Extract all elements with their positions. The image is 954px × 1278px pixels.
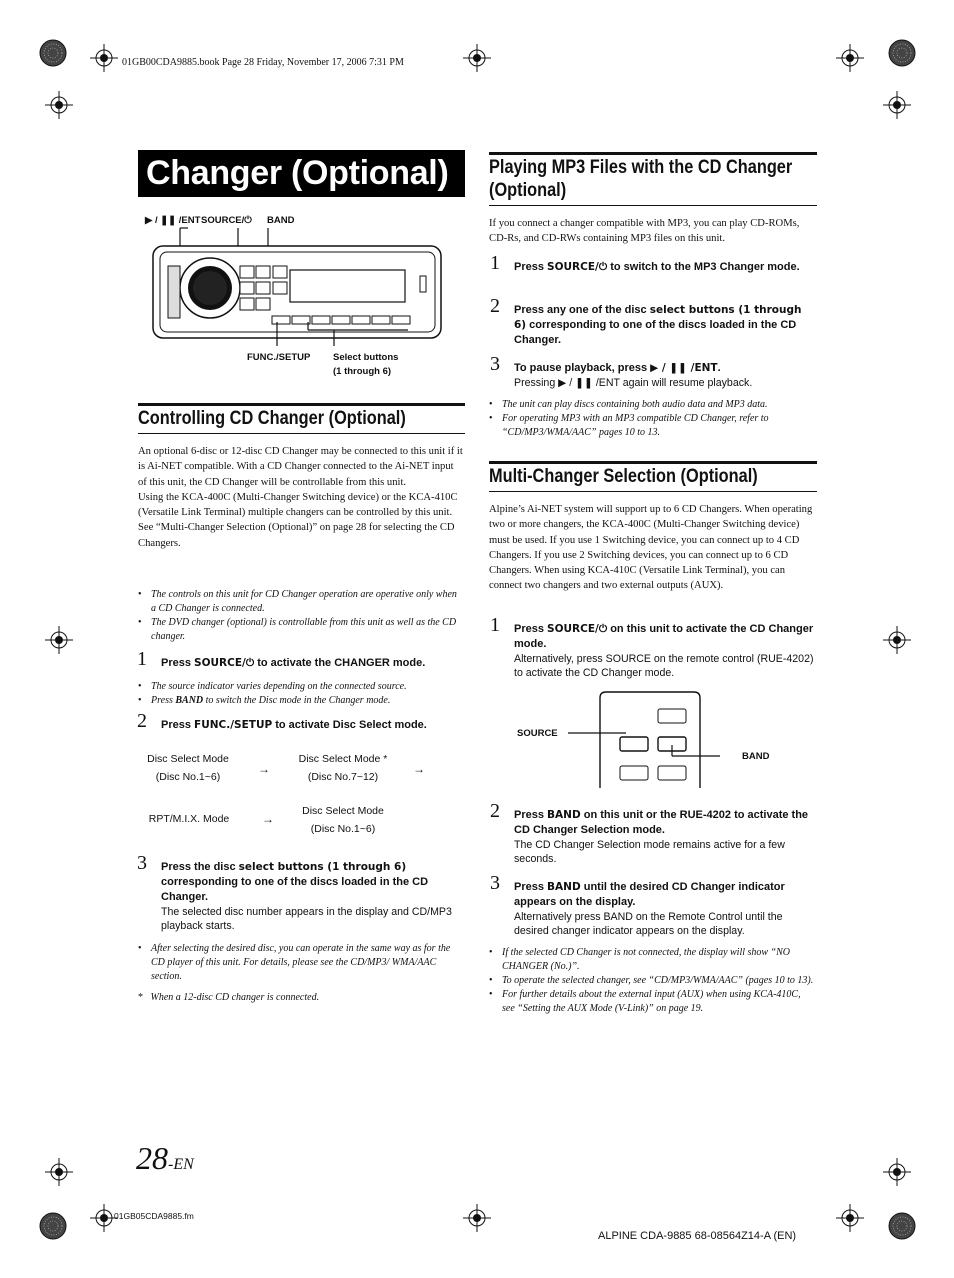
flow-arrow: → (413, 762, 425, 776)
source-power-key: SOURCE/⏻ (194, 657, 255, 669)
step1-notes (138, 680, 463, 708)
step-number: 1 (490, 252, 500, 274)
mp3-step-3: 3 To pause playback, press ▶ / ❚❚ /ENT. Pressing ▶ / ❚❚ /ENT again will resume playback. (514, 361, 817, 390)
controlling-step-1: 1 Press SOURCE/⏻ to activate the CHANGER mode. (137, 648, 426, 670)
note-item: • For operating MP3 with an MP3 compatible CD Changer, refer to “CD/MP3/WMA/AAC” pages 10 to 13. (502, 412, 815, 440)
label-select-range: (1 through 6) (333, 366, 392, 377)
heading-controlling: Controlling CD Changer (Optional) (138, 403, 465, 434)
crop-cross-icon (45, 1158, 73, 1186)
step-number: 1 (490, 614, 500, 636)
note-item: • For further details about the external input (AUX) when using KCA-410C, see “Setting the AUX Mode (V-Link)” on page 19. (502, 988, 815, 1016)
crop-cross-icon (883, 1158, 911, 1186)
page-title: Changer (Optional) (146, 154, 449, 192)
crop-cross-icon (45, 626, 73, 654)
remote-control-diagram (560, 690, 720, 790)
step-detail: Alternatively press BAND on the Remote Control until the desired changer indicator appears on the display. (514, 911, 783, 937)
step-number: 3 (137, 852, 147, 874)
note-item: • If the selected CD Changer is not connected, the display will show “NO CHANGER (No.)”. (502, 946, 815, 974)
crop-cross-icon (836, 44, 864, 72)
mp3-intro: If you connect a changer compatible with MP3, you can play CD-ROMs, CD-Rs, and CD-RWs containing MP3 files on this unit. (489, 218, 800, 245)
footnote: * When a 12-disc CD changer is connected. (138, 992, 320, 1003)
label-func-setup: FUNC./SETUP (247, 352, 311, 363)
label-band: BAND (267, 215, 295, 226)
footer-model: ALPINE CDA-9885 68-08564Z14-A (EN) (598, 1230, 797, 1242)
footer-file: 01GB05CDA9885.fm (114, 1211, 194, 1221)
step-number: 3 (490, 353, 500, 375)
crop-cross-icon (463, 44, 491, 72)
crop-cross-icon (883, 626, 911, 654)
play-pause-key: ▶ / ❚❚ /ENT (650, 362, 718, 374)
heading-mp3: Playing MP3 Files with the CD Changer (Optional) (489, 152, 817, 206)
note-item: • After selecting the desired disc, you can operate in the same way as for the CD player of this unit. For details, please see the CD/MP3/ WMA/AAC section. (151, 942, 463, 984)
source-power-key: SOURCE/⏻ (547, 623, 608, 635)
paragraph: Using the KCA-400C (Multi-Changer Switching device) or the KCA-410C (Versatile Link Terminal) multiple changers can be controlled by this unit. (138, 491, 458, 519)
file-info: 01GB00CDA9885.book Page 28 Friday, November 17, 2006 7:31 PM (122, 57, 404, 68)
paragraph: An optional 6-disc or 12-disc CD Changer may be connected to this unit if it is Ai-NET compatible. With a CD Changer connected to the Ai-NET input of this unit, the CD Changer will be controllable from this unit. (138, 446, 463, 488)
mp3-step-2: 2 Press any one of the disc select buttons (1 through 6) corresponding to one of the discs loaded in the CD Changer. (490, 295, 802, 346)
func-setup-key: FUNC./SETUP (194, 719, 273, 731)
step-number: 2 (490, 800, 500, 822)
multi-step-1: 1 Press SOURCE/⏻ on this unit to activate the CD Changer mode. Alternatively, press SOURCE on the remote control (RUE-4202) to activate the CD Changer mode. (514, 622, 817, 680)
step-detail: Alternatively, press SOURCE on the remote control (RUE-4202) to activate the CD Changer mode. (514, 653, 814, 679)
head-unit-diagram (140, 226, 470, 346)
color-bar-icon (40, 40, 66, 66)
flow-disc-select-3: Disc Select Mode (Disc No.1~6) (302, 805, 384, 835)
color-bar-icon (889, 40, 915, 66)
note-item: • The source indicator varies depending on the connected source. (151, 680, 463, 694)
label-play-ent: ▶ / ❚❚ /ENT (145, 215, 201, 226)
crop-cross-icon (883, 91, 911, 119)
controlling-body (138, 444, 465, 551)
paragraph: See “Multi-Changer Selection (Optional)” on page 28 for selecting the CD Changers. (138, 522, 455, 549)
multi-step-3: 3 Press BAND until the desired CD Changer indicator appears on the display. Alternatively press BAND on the Remote Control until the desired changer indicator appears on the display. (514, 880, 817, 938)
band-key: BAND (547, 881, 581, 893)
controlling-notes (138, 588, 463, 644)
crop-cross-icon (45, 91, 73, 119)
step-detail: The CD Changer Selection mode remains active for a few seconds. (514, 839, 785, 865)
flow-rpt-mix: RPT/M.I.X. Mode (148, 813, 230, 825)
flow-disc-select-2: Disc Select Mode * (Disc No.7~12) (298, 753, 388, 783)
note-item: • The controls on this unit for CD Changer operation are operative only when a CD Changer is connected. (151, 588, 463, 616)
step-detail: Pressing ▶ / ❚❚ /ENT again will resume playback. (514, 377, 753, 389)
crop-cross-icon (836, 1204, 864, 1232)
label-remote-band: BAND (742, 751, 770, 762)
step-number: 2 (137, 710, 147, 732)
crop-cross-icon (463, 1204, 491, 1232)
mp3-notes (489, 398, 815, 440)
note-item: • To operate the selected changer, see “CD/MP3/WMA/AAC” (pages 10 to 13). (502, 974, 815, 988)
controlling-step-3: 3 Press the disc select buttons (1 through 6) corresponding to one of the discs loaded in the CD Changer. The selected disc number appears in the display and CD/MP3 playback starts. (161, 860, 465, 933)
note-item: • The DVD changer (optional) is controllable from this unit as well as the CD changer. (151, 616, 463, 644)
flow-arrow: → (262, 812, 274, 826)
flow-arrow: → (258, 762, 270, 776)
select-buttons-key: select buttons (1 through 6) (514, 304, 802, 331)
select-buttons-key: select buttons (1 through 6) (238, 861, 407, 873)
step-number: 3 (490, 872, 500, 894)
step3-notes (138, 942, 463, 984)
heading-multi-changer: Multi-Changer Selection (Optional) (489, 461, 817, 492)
step-number: 1 (137, 648, 147, 670)
step-number: 2 (490, 295, 500, 317)
flow-disc-select-1: Disc Select Mode (Disc No.1~6) (147, 753, 229, 783)
source-power-key: SOURCE/⏻ (547, 261, 608, 273)
band-key: BAND (547, 809, 581, 821)
label-remote-source: SOURCE (517, 728, 558, 739)
page-number: 28-EN (136, 1140, 194, 1176)
multi-step-2: 2 Press BAND on this unit or the RUE-4202 to activate the CD Changer Selection mode. The CD Changer Selection mode remains active for a few seconds. (514, 808, 817, 866)
crop-cross-icon (90, 44, 118, 72)
title-bar (138, 150, 465, 197)
note-item: • The unit can play discs containing both audio data and MP3 data. (502, 398, 815, 412)
multi-notes (489, 946, 815, 1016)
label-select-buttons: Select buttons (333, 352, 399, 363)
mp3-step-1: 1 Press SOURCE/⏻ to switch to the MP3 Changer mode. (490, 252, 800, 274)
label-source: SOURCE/⏻ (201, 215, 252, 226)
color-bar-icon (40, 1213, 66, 1239)
multi-body: Alpine’s Ai-NET system will support up to 6 CD Changers. When operating two or more changers, the KCA-400C (Multi-Changer Switching device) must be used. If you use 1 Switching device, you can connect up to 4 CD Changers. If you use 2 Switching devices, you can connect up to 6 CD Changers. When using KCA-410C (Versatile Link Terminal), you can connect two changers and two external outputs (AUX). (489, 504, 813, 592)
controlling-step-2: 2 Press FUNC./SETUP to activate Disc Select mode. (137, 710, 427, 732)
step-detail: The selected disc number appears in the display and CD/MP3 playback starts. (161, 906, 452, 932)
color-bar-icon (889, 1213, 915, 1239)
note-item: • Press BAND to switch the Disc mode in the Changer mode. (151, 694, 463, 708)
